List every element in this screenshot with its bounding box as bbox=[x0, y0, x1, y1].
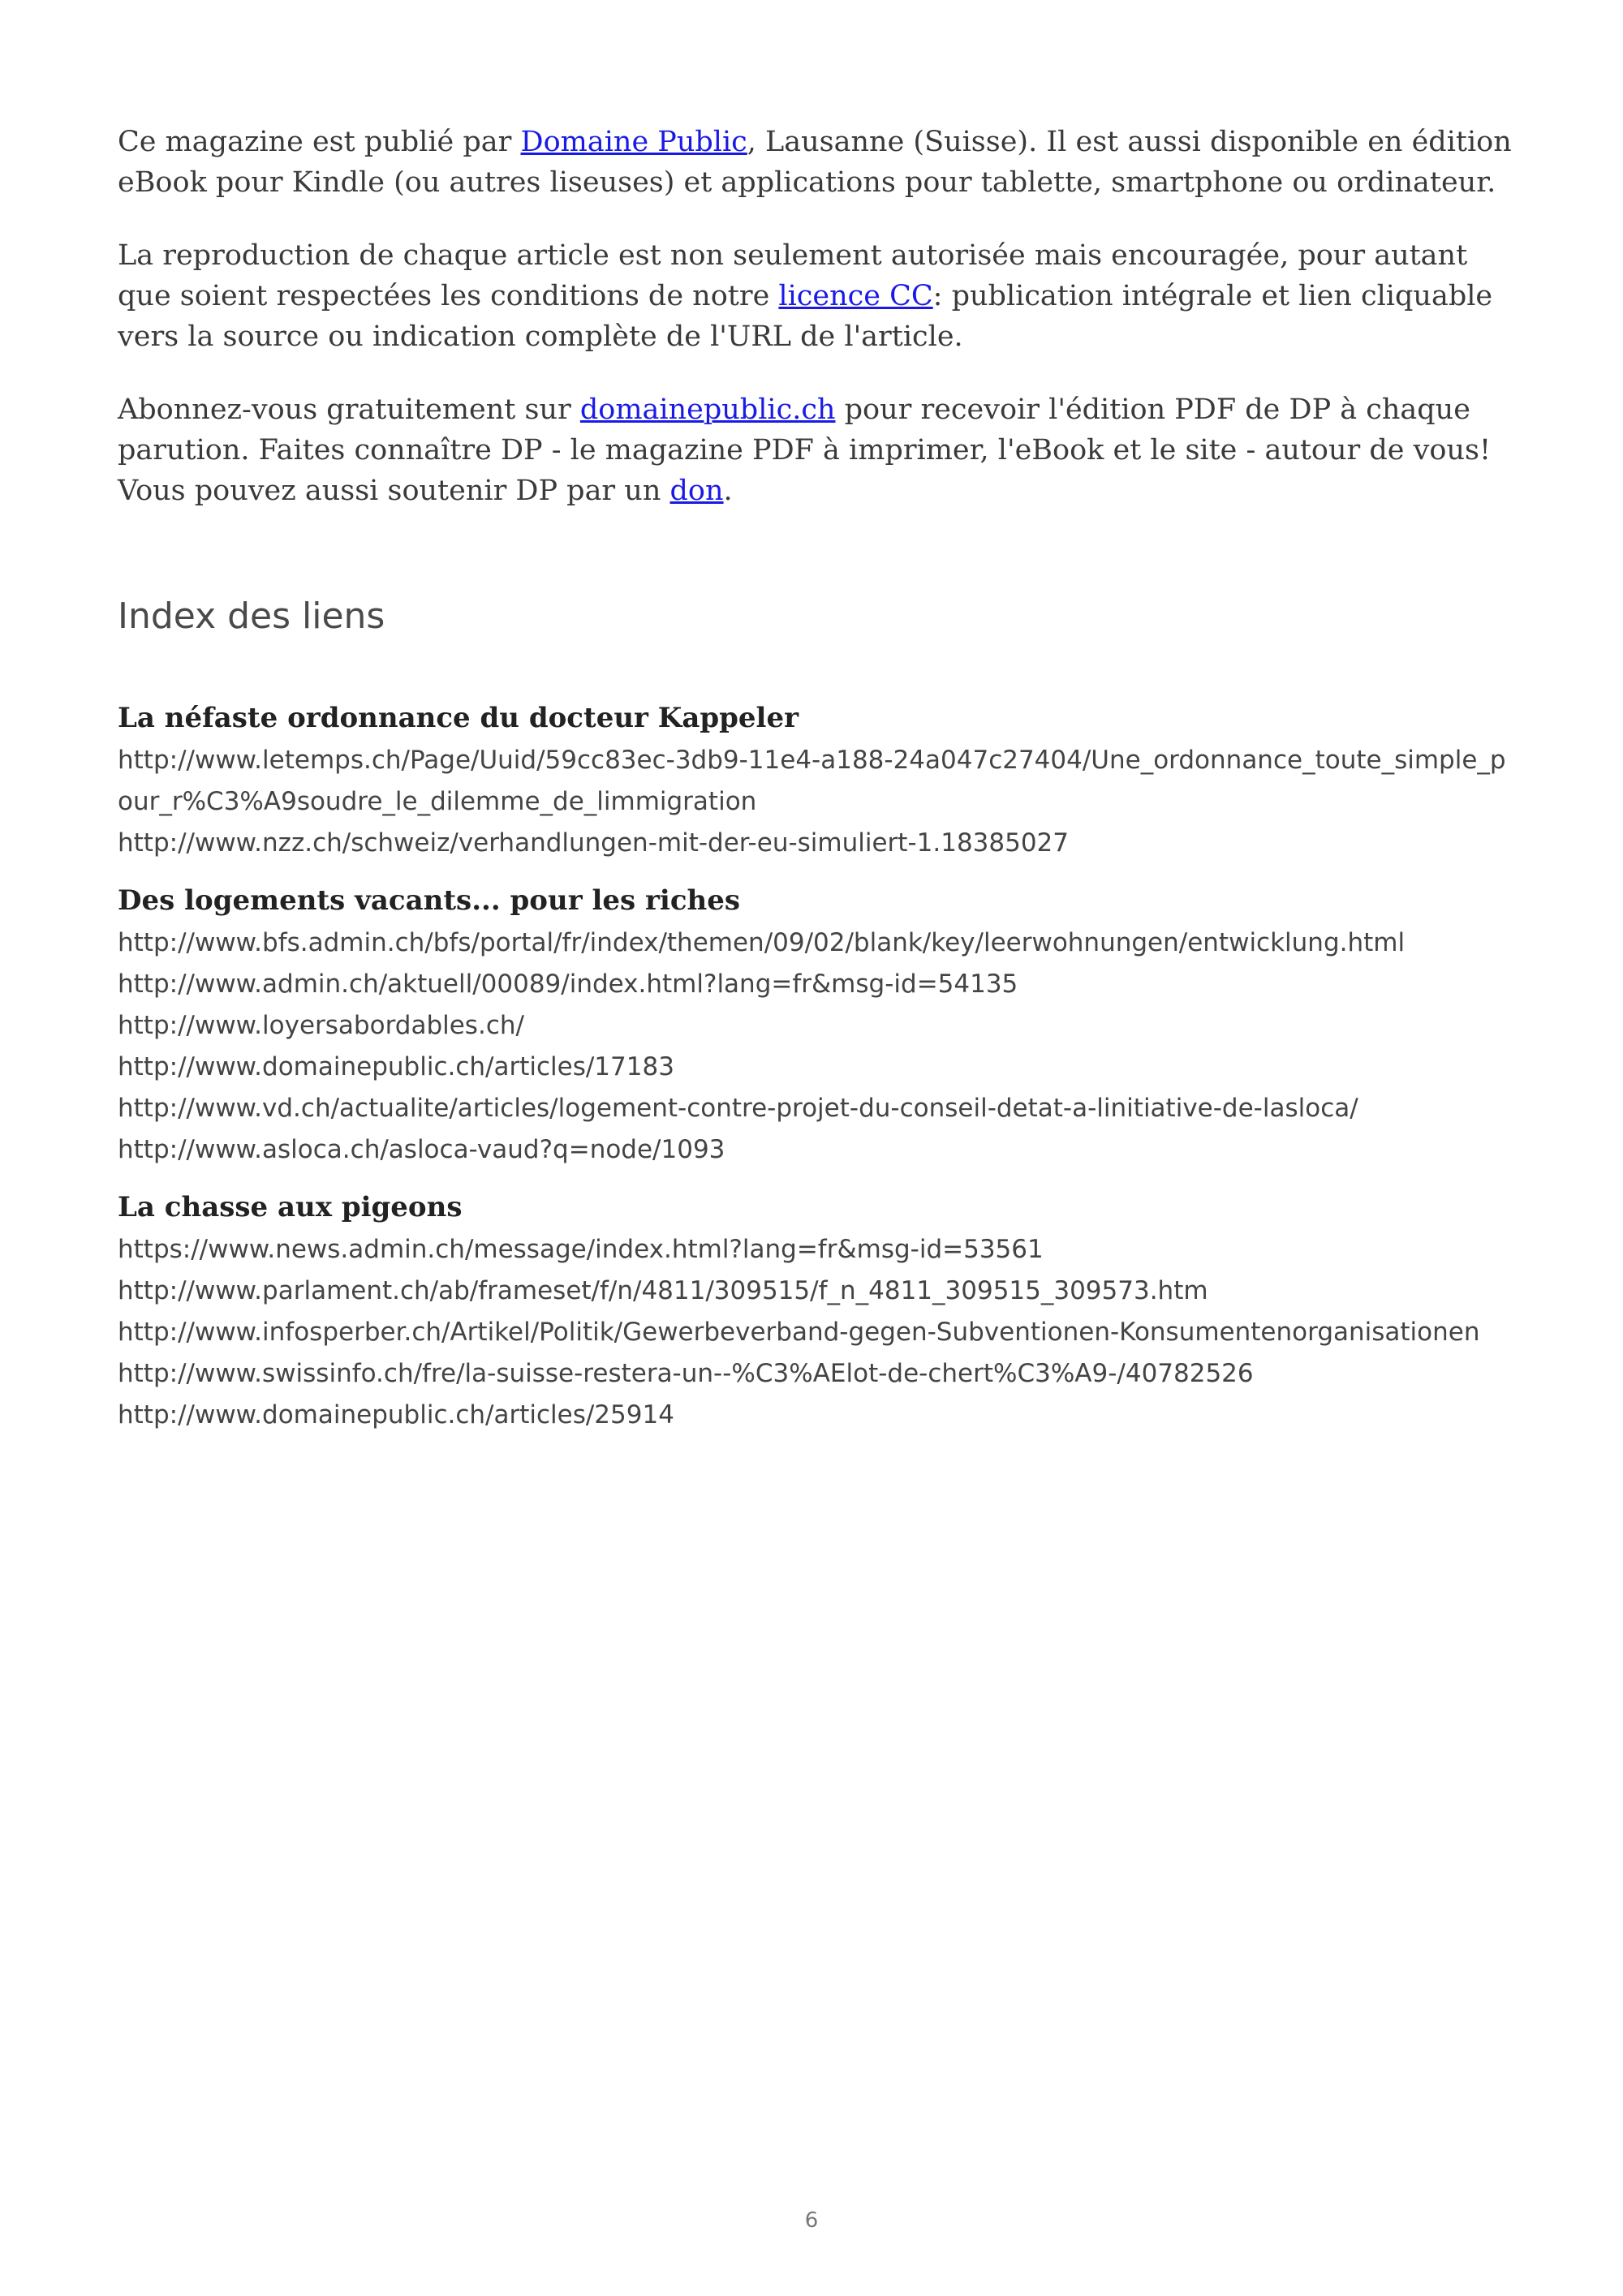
source-link[interactable]: https://www.news.admin.ch/message/index.html?lang=fr&msg-id=53561 bbox=[118, 1235, 1044, 1264]
source-link[interactable]: http://www.letemps.ch/Page/Uuid/59cc83ec-3db9-11e4-a188-24a047c27404/Une_ordonnance_toute_simple_pour_r%C3%A9soudre_le_dilemme_de_limmigration bbox=[118, 746, 1506, 816]
link-index-section bbox=[118, 880, 1513, 1171]
source-link[interactable]: http://www.nzz.ch/schweiz/verhandlungen-mit-der-eu-simuliert-1.18385027 bbox=[118, 828, 1070, 858]
link-index-section bbox=[118, 698, 1513, 864]
article-title: La chasse aux pigeons bbox=[118, 1191, 463, 1223]
intro-text: La reproduction de chaque article est non seulement autorisée mais encouragée, pour autant que soient respectées les conditions de notre bbox=[118, 239, 1468, 312]
link-index-section bbox=[118, 1187, 1513, 1436]
source-link[interactable]: http://www.loyersabordables.ch/ bbox=[118, 1011, 524, 1040]
source-link[interactable]: http://www.infosperber.ch/Artikel/Politik/Gewerbeverband-gegen-Subventionen-Konsumentenorganisationen bbox=[118, 1318, 1480, 1347]
source-link[interactable]: http://www.asloca.ch/asloca-vaud?q=node/1093 bbox=[118, 1135, 725, 1164]
source-link[interactable]: http://www.swissinfo.ch/fre/la-suisse-restera-un--%C3%AElot-de-chert%C3%A9-/40782526 bbox=[118, 1359, 1254, 1388]
source-link[interactable]: http://www.domainepublic.ch/articles/25914 bbox=[118, 1400, 674, 1430]
page-content bbox=[118, 122, 1513, 1436]
source-link[interactable]: http://www.parlament.ch/ab/frameset/f/n/4811/309515/f_n_4811_309515_309573.htm bbox=[118, 1276, 1208, 1305]
donation-link[interactable]: don bbox=[669, 475, 724, 507]
source-link[interactable]: http://www.domainepublic.ch/articles/17183 bbox=[118, 1052, 674, 1081]
intro-text: Abonnez-vous gratuitement sur bbox=[118, 393, 580, 426]
domainepublic-link[interactable]: domainepublic.ch bbox=[579, 393, 836, 426]
licence-cc-link[interactable]: licence CC bbox=[778, 280, 933, 312]
index-heading: Index des liens bbox=[118, 595, 385, 637]
intro-paragraph-publisher bbox=[118, 122, 1513, 203]
source-link[interactable]: http://www.bfs.admin.ch/bfs/portal/fr/index/themen/09/02/blank/key/leerwohnungen/entwicklung.html bbox=[118, 928, 1406, 957]
source-link[interactable]: http://www.admin.ch/aktuell/00089/index.html?lang=fr&msg-id=54135 bbox=[118, 970, 1018, 999]
source-link[interactable]: http://www.vd.ch/actualite/articles/logement-contre-projet-du-conseil-detat-a-linitiative-de-lasloca/ bbox=[118, 1094, 1358, 1123]
intro-text: : publication intégrale et lien cliquable vers la source ou indication complète de l'URL de l'article. bbox=[118, 280, 1493, 353]
intro-text: , Lausanne (Suisse). Il est aussi disponible en édition eBook pour Kindle (ou autres liseuses) et applications pour tablette, smartphone ou ordinateur. bbox=[118, 126, 1512, 199]
intro-text: . bbox=[723, 475, 733, 507]
domaine-public-link[interactable]: Domaine Public bbox=[520, 126, 747, 158]
article-title: La néfaste ordonnance du docteur Kappeler bbox=[118, 702, 799, 734]
intro-text: pour recevoir l'édition PDF de DP à chaque parution. Faites connaître DP - le magazine PDF à imprimer, l'eBook et le site - autour de vous! Vous pouvez aussi soutenir DP par un bbox=[118, 393, 1492, 507]
article-title: Des logements vacants... pour les riches bbox=[118, 884, 741, 917]
intro-paragraph-license bbox=[118, 235, 1513, 357]
page-number: 6 bbox=[804, 2208, 819, 2233]
intro-paragraph-subscribe bbox=[118, 389, 1513, 511]
intro-text: Ce magazine est publié par bbox=[118, 126, 521, 158]
